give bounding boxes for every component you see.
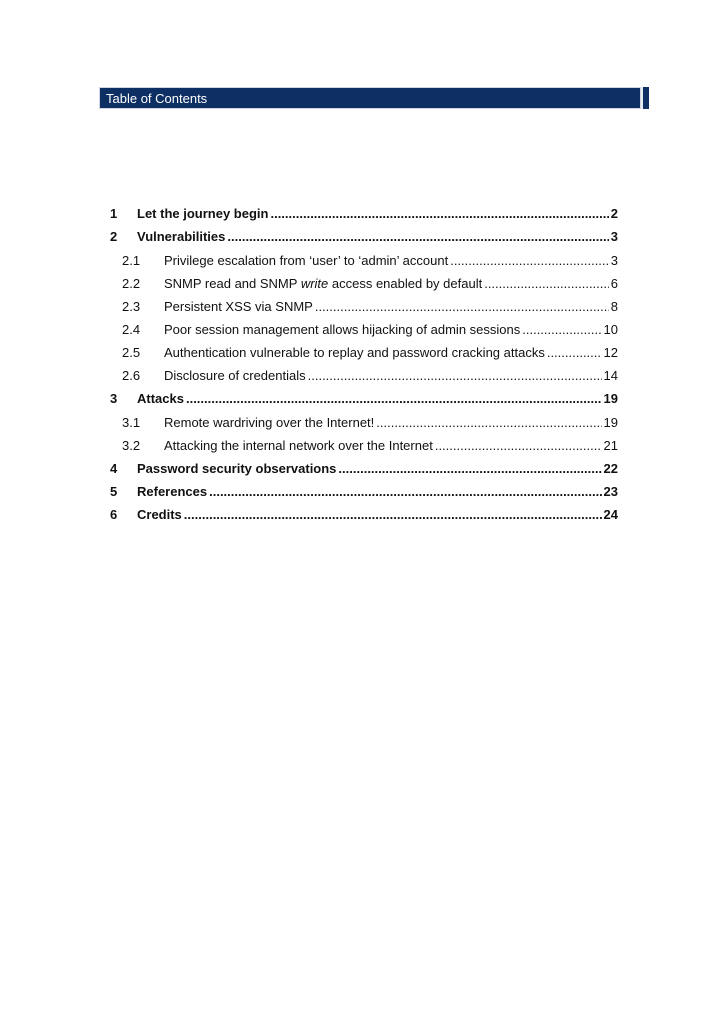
toc-entry-page: 24 <box>603 507 618 522</box>
toc-title-emphasis: write <box>300 276 329 291</box>
toc-entry-page: 6 <box>610 276 618 291</box>
toc-entry-page: 12 <box>603 345 618 360</box>
toc-entry-5[interactable] <box>110 481 618 499</box>
toc-entry-2-4[interactable] <box>110 319 618 337</box>
toc-entry-page: 3 <box>610 253 618 268</box>
toc-entry-number: 2.4 <box>122 322 141 337</box>
toc-entry-title: Persistent XSS via SNMP <box>164 299 313 314</box>
dot-leader <box>270 206 608 221</box>
toc-entry-2-6[interactable] <box>110 365 618 383</box>
toc-entry-page: 22 <box>603 461 618 476</box>
toc-entry-page: 8 <box>610 299 618 314</box>
toc-entry-page: 2 <box>610 206 618 221</box>
toc-entry-2-1[interactable] <box>110 250 618 268</box>
dot-leader <box>209 484 601 499</box>
toc-entry-title: Privilege escalation from ‘user’ to ‘admin’ account <box>164 253 449 268</box>
toc-entry-title: Attacking the internal network over the Internet <box>164 438 433 453</box>
toc-entry-title: Disclosure of credentials <box>164 368 306 383</box>
dot-leader <box>376 415 601 430</box>
dot-leader <box>484 276 609 291</box>
toc-entry-3-1[interactable] <box>110 412 618 430</box>
toc-heading: Table of Contents <box>106 91 208 106</box>
toc-entry-2-2[interactable] <box>110 273 618 291</box>
toc-entry-2-3[interactable] <box>110 296 618 314</box>
toc-entry-page: 14 <box>603 368 618 383</box>
toc-entry-number: 4 <box>110 461 118 476</box>
toc-entry-page: 19 <box>603 415 618 430</box>
toc-entry-number: 2.1 <box>122 253 141 268</box>
dot-leader <box>450 253 609 268</box>
toc-entry-number: 2.3 <box>122 299 141 314</box>
dot-leader <box>308 368 602 383</box>
dot-leader <box>315 299 609 314</box>
dot-leader <box>338 461 601 476</box>
toc-entry-page: 23 <box>603 484 618 499</box>
dot-leader <box>227 229 608 244</box>
toc-entry-title: Password security observations <box>137 461 337 476</box>
toc-entry-number: 2 <box>110 229 118 244</box>
toc-entry-3-2[interactable] <box>110 435 618 453</box>
toc-entry-page: 19 <box>603 391 618 406</box>
toc-entry-number: 2.2 <box>122 276 141 291</box>
toc-header-bar <box>99 87 641 109</box>
toc-entry-2[interactable] <box>110 226 618 244</box>
toc-entry-page: 3 <box>610 229 618 244</box>
toc-entry-number: 3 <box>110 391 118 406</box>
dot-leader <box>184 507 602 522</box>
toc-entry-number: 3.1 <box>122 415 141 430</box>
toc-entry-4[interactable] <box>110 458 618 476</box>
toc-entry-title: Credits <box>137 507 182 522</box>
dot-leader <box>435 438 602 453</box>
toc-entry-2-5[interactable] <box>110 342 618 360</box>
toc-entry-3[interactable] <box>110 388 618 406</box>
toc-entry-number: 6 <box>110 507 118 522</box>
toc-title-part: SNMP read and SNMP <box>164 276 301 291</box>
dot-leader <box>522 322 601 337</box>
toc-entry-1[interactable] <box>110 203 618 221</box>
toc-entry-number: 2.6 <box>122 368 141 383</box>
toc-entry-title: Poor session management allows hijacking of admin sessions <box>164 322 521 337</box>
toc-entry-title: Let the journey begin <box>137 206 269 221</box>
header-bar-end-cap <box>641 87 649 109</box>
toc-entry-title: Vulnerabilities <box>137 229 226 244</box>
toc-title-part: access enabled by default <box>328 276 483 291</box>
toc-entry-number: 3.2 <box>122 438 141 453</box>
toc-entry-title <box>164 276 482 291</box>
toc-entry-number: 2.5 <box>122 345 141 360</box>
toc-entry-title: Attacks <box>137 391 184 406</box>
dot-leader <box>547 345 602 360</box>
toc-entry-title: References <box>137 484 208 499</box>
toc-entry-6[interactable] <box>110 504 618 522</box>
toc-entry-page: 21 <box>603 438 618 453</box>
toc-entry-title: Remote wardriving over the Internet! <box>164 415 375 430</box>
toc-entry-number: 5 <box>110 484 118 499</box>
toc-entry-title: Authentication vulnerable to replay and password cracking attacks <box>164 345 545 360</box>
toc-entry-number: 1 <box>110 206 118 221</box>
toc-entry-page: 10 <box>603 322 618 337</box>
dot-leader <box>186 391 602 406</box>
